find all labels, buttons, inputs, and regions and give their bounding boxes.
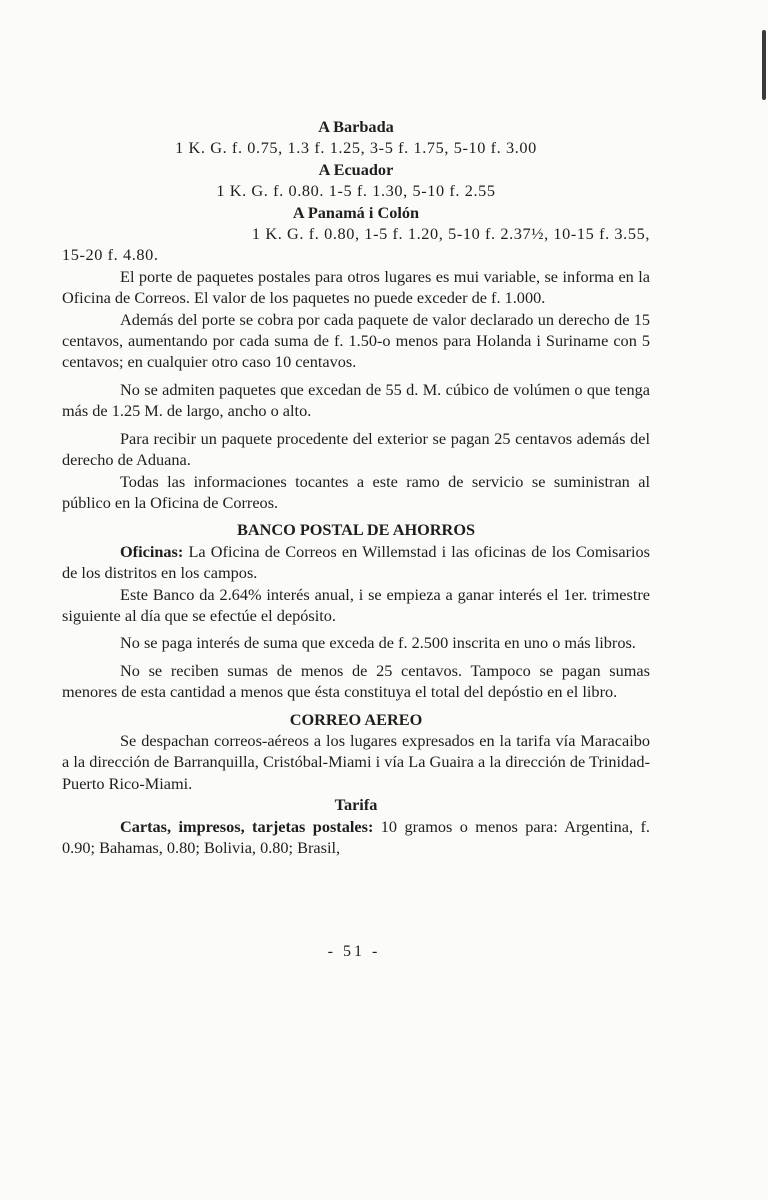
tariff-heading: A Barbada: [318, 117, 394, 136]
cartas-label: Cartas, impresos, tarjetas postales:: [120, 816, 374, 836]
tariff-heading: A Ecuador: [318, 159, 394, 179]
tariff-line: 1 K. G. f. 0.80. 1-5 f. 1.30, 5-10 f. 2.55: [216, 181, 496, 201]
banco-section: [62, 519, 650, 702]
tariff-ecuador: [62, 159, 650, 202]
banco-oficinas: [62, 541, 650, 584]
banco-paragraph: Este Banco da 2.64% interés anual, i se empieza a ganar interés el 1er. trimestre siguiente al día que se efectúe el depósito.: [62, 584, 650, 625]
tariff-barbada: [62, 116, 650, 159]
banco-paragraph: No se paga interés de suma que exceda de f. 2.500 inscrita en uno o más libros.: [120, 633, 636, 653]
parcel-paragraph: Todas las informaciones tocantes a este ramo de servicio se suministran al público en la Oficina de Correos.: [62, 471, 650, 512]
oficinas-label: Oficinas:: [120, 541, 184, 561]
page-number: - 51 -: [327, 943, 381, 960]
section-heading: BANCO POSTAL DE AHORROS: [236, 520, 476, 540]
document-body: [62, 116, 650, 858]
tariff-panama: [62, 202, 650, 266]
tarifa-heading: Tarifa: [334, 795, 378, 815]
parcel-paragraph: No se admiten paquetes que excedan de 55 d. M. cúbico de volúmen o que tenga más de 1.25 M. de largo, ancho o alto.: [62, 379, 650, 421]
tariff-line: 1 K. G. f. 0.75, 1.3 f. 1.25, 3-5 f. 1.75, 5-10 f. 3.00: [175, 138, 537, 158]
parcel-paragraph: El porte de paquetes postales para otros lugares es mui variable, se informa en la Oficina de Correos. El valor de los paquetes no puede exceder de f. 1.000.: [62, 266, 650, 308]
correo-paragraph: Se despachan correos-aéreos a los lugares expresados en la tarifa vía Maracaibo a la dirección de Barranquilla, Cristóbal-Miami i vía La Guaira a la dirección de Trinidad-Puerto Rico-Miami.: [62, 730, 650, 793]
banco-paragraph: No se reciben sumas de menos de 25 centavos. Tampoco se pagan sumas menores de esta cantidad a menos que ésta constituya el total del depóstio en el libro.: [62, 660, 650, 702]
parcel-paragraph: Para recibir un paquete procedente del exterior se pagan 25 centavos además del derecho de Aduana.: [62, 428, 650, 470]
tariff-line: 1 K. G. f. 0.80, 1-5 f. 1.20, 5-10 f. 2.37½, 10-15 f. 3.55,: [251, 224, 650, 244]
cartas-text: 10 gramos o menos para: Argentina, f. 0.90; Bahamas, 0.80; Bolivia, 0.80; Brasil,: [62, 816, 650, 857]
parcel-paragraph: Además del porte se cobra por cada paquete de valor declarado un derecho de 15 centavos, aumentando por cada suma de f. 1.50-o menos para Holanda i Suriname con 5 centavos; en cualquier otro caso 10 centavos.: [62, 309, 650, 372]
section-heading: CORREO AEREO: [289, 709, 423, 729]
tariff-line: 15-20 f. 4.80.: [62, 245, 159, 265]
oficinas-text: La Oficina de Correos en Willemstad i las oficinas de los Comisarios de los distritos en los campos.: [62, 541, 650, 583]
page-edge-mark: [762, 30, 766, 100]
correo-section: [62, 709, 650, 859]
tariff-heading: A Panamá i Colón: [292, 202, 420, 222]
cartas-paragraph: [62, 816, 650, 859]
